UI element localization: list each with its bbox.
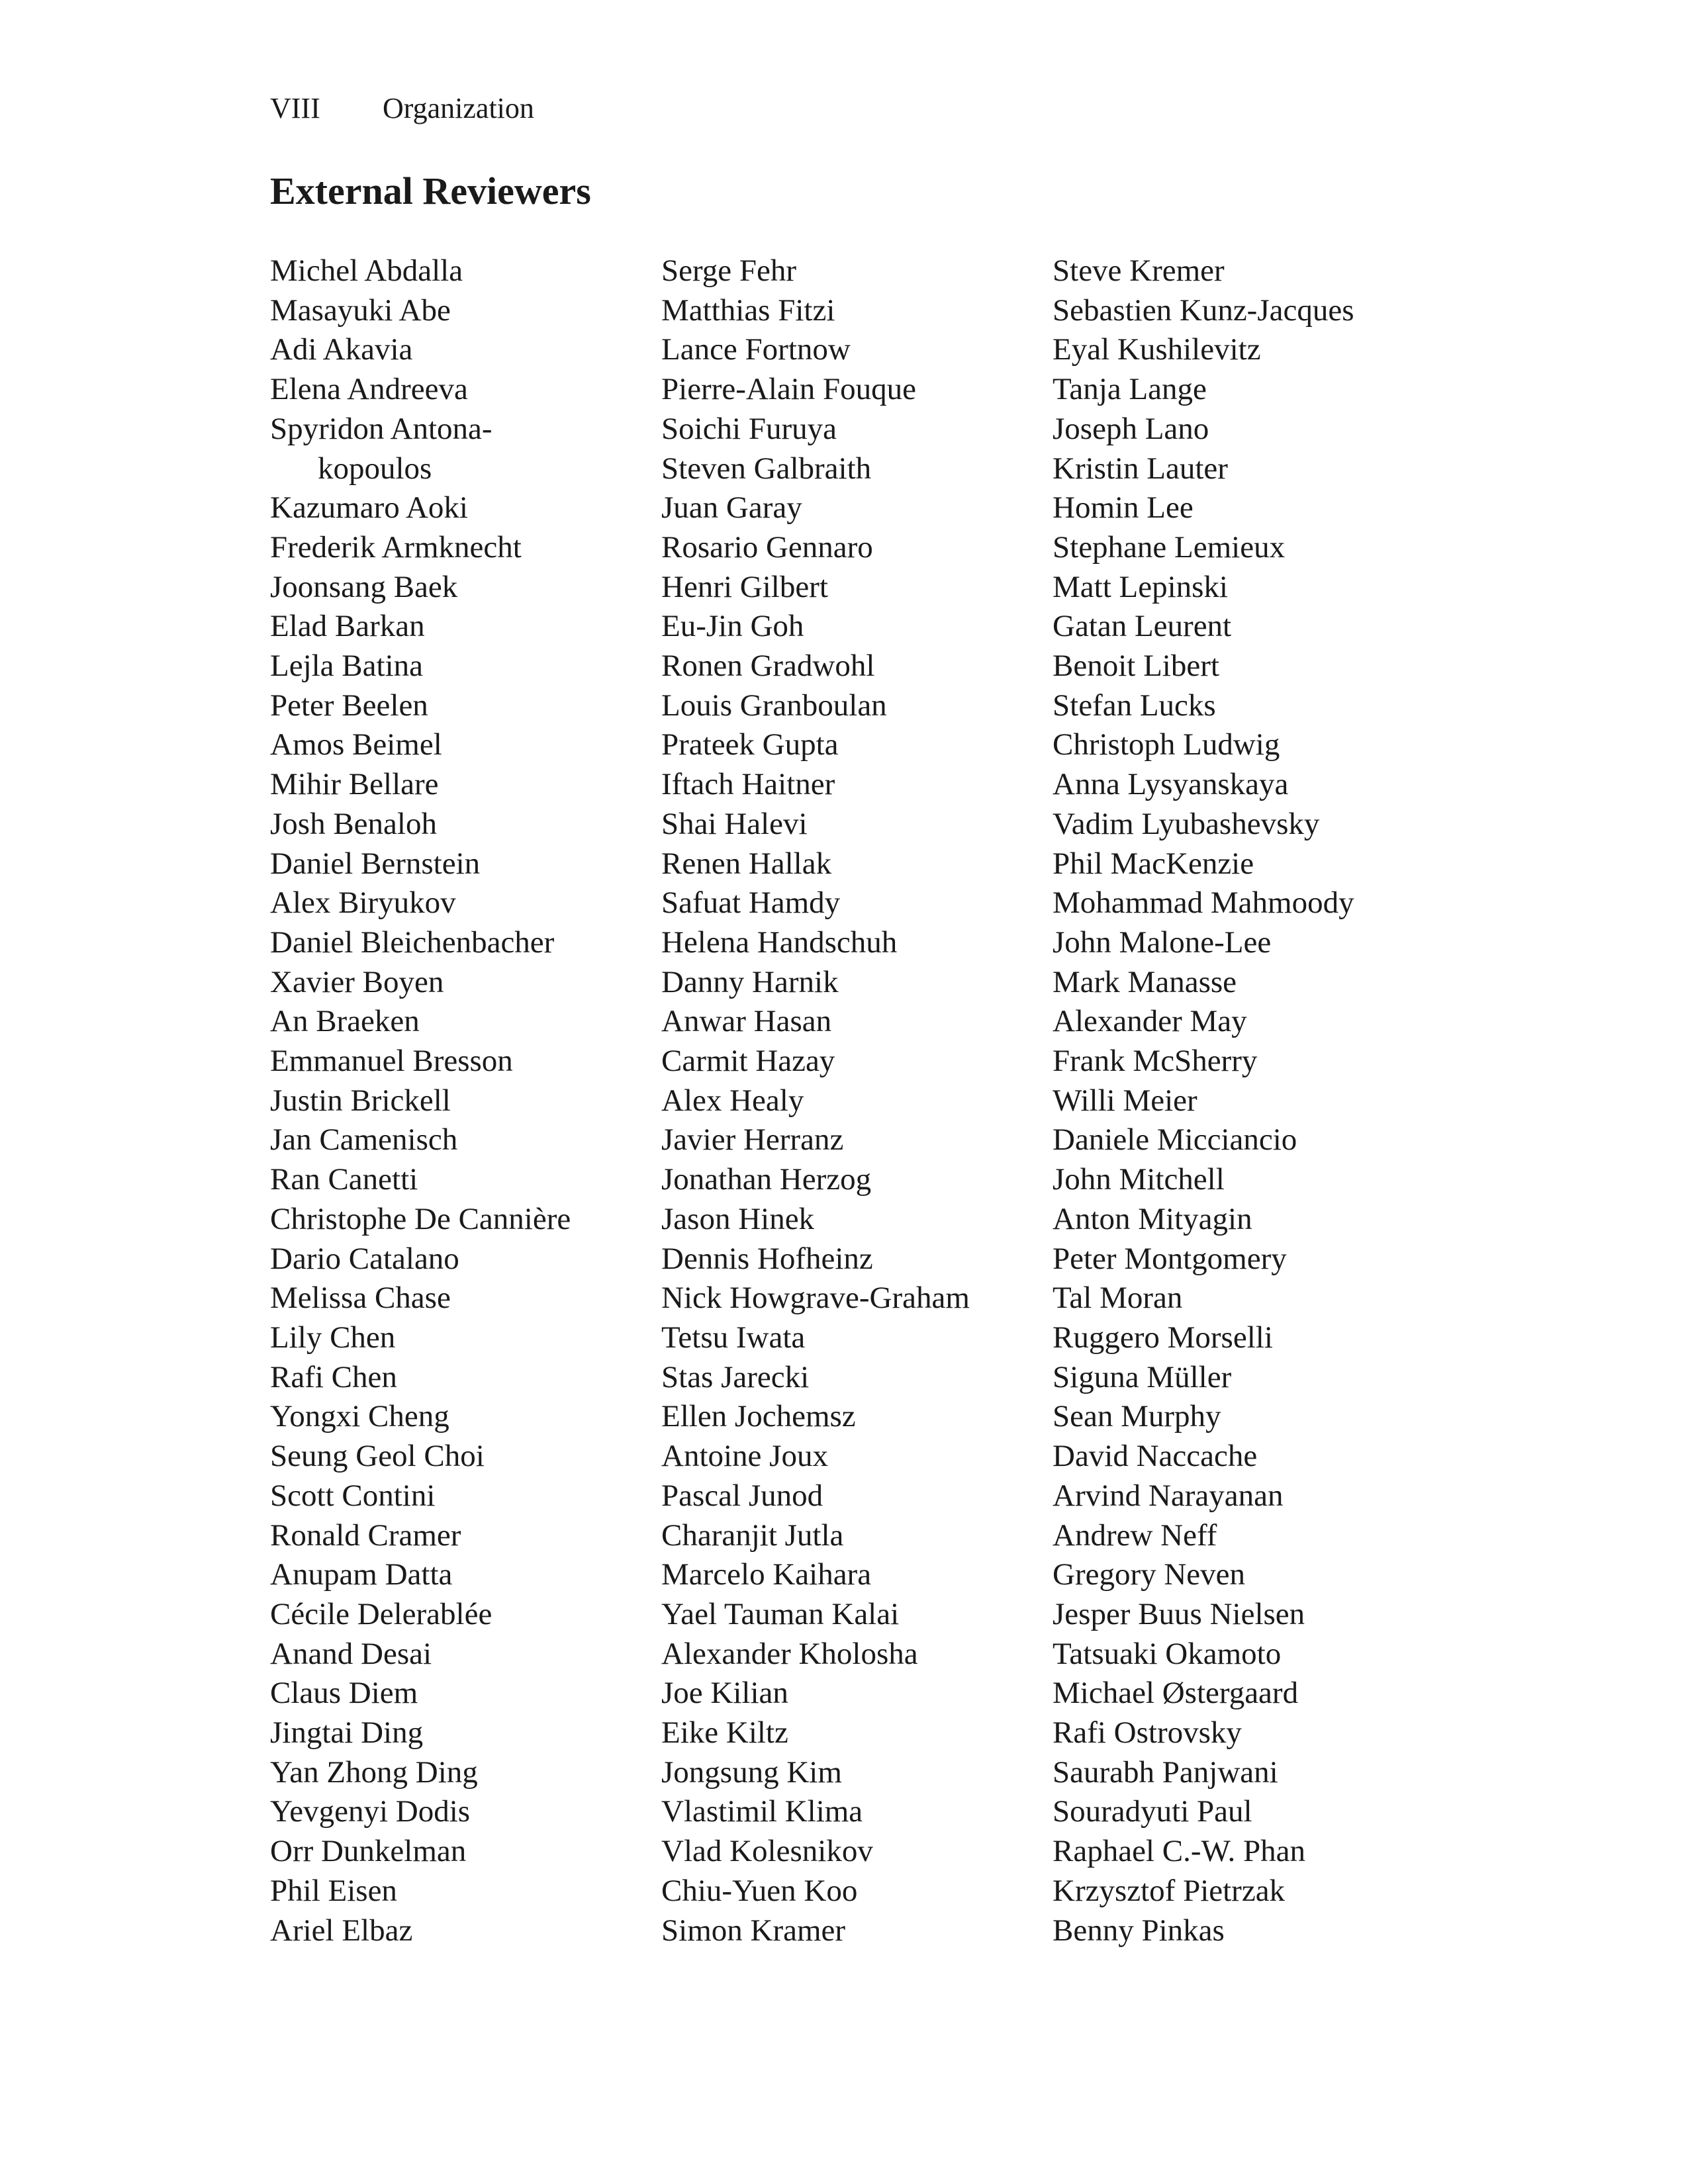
reviewer-name: Yevgenyi Dodis: [270, 1794, 471, 1829]
reviewer-name: Steven Galbraith: [661, 451, 872, 486]
reviewer-name: Anton Mityagin: [1053, 1201, 1252, 1236]
reviewer-name: Javier Herranz: [661, 1122, 844, 1158]
reviewer-name: Matt Lepinski: [1053, 569, 1228, 604]
reviewer-name: Yan Zhong Ding: [270, 1754, 478, 1790]
running-title: Organization: [383, 92, 534, 124]
reviewer-name: Daniel Bernstein: [270, 846, 481, 881]
reviewer-name: Simon Kramer: [661, 1913, 846, 1948]
reviewer-name: Chiu-Yuen Koo: [661, 1873, 858, 1908]
reviewer-name: Anupam Datta: [270, 1557, 453, 1592]
reviewer-name: Willi Meier: [1053, 1083, 1197, 1118]
reviewer-name: Prateek Gupta: [661, 727, 839, 762]
reviewer-columns: [270, 251, 1594, 1952]
reviewer-name: Ronen Gradwohl: [661, 649, 875, 684]
reviewer-name: Tal Moran: [1053, 1281, 1183, 1316]
reviewer-name: Seung Geol Choi: [270, 1439, 485, 1474]
reviewer-name: Steve Kremer: [1053, 253, 1225, 288]
reviewer-name: Yael Tauman Kalai: [661, 1596, 900, 1631]
reviewer-name: Siguna Müller: [1053, 1359, 1232, 1394]
reviewer-name: Kristin Lauter: [1053, 451, 1228, 486]
reviewer-name: Justin Brickell: [270, 1083, 451, 1118]
reviewer-name: Dennis Hofheinz: [661, 1241, 873, 1276]
reviewer-name: Lejla Batina: [270, 649, 423, 684]
reviewer-name: Alex Biryukov: [270, 886, 456, 921]
reviewer-name: Homin Lee: [1053, 490, 1194, 525]
reviewer-name: Shai Halevi: [661, 806, 808, 841]
reviewer-name: Adi Akavia: [270, 332, 413, 367]
reviewer-name: Serge Fehr: [661, 253, 797, 288]
reviewer-name: Peter Montgomery: [1053, 1241, 1287, 1276]
reviewer-name: Amos Beimel: [270, 727, 442, 762]
reviewer-name: Phil MacKenzie: [1053, 846, 1254, 881]
reviewer-name: Christoph Ludwig: [1053, 727, 1280, 762]
reviewer-name: Souradyuti Paul: [1053, 1794, 1252, 1829]
reviewer-name: Stephane Lemieux: [1053, 529, 1286, 565]
reviewer-name: Mihir Bellare: [270, 767, 439, 802]
reviewer-name: Anand Desai: [270, 1636, 432, 1671]
reviewer-name: Frederik Armknecht: [270, 529, 522, 565]
reviewer-name: Spyridon Antona-: [270, 411, 492, 446]
reviewer-name: Vadim Lyubashevsky: [1053, 806, 1320, 841]
reviewer-name: David Naccache: [1053, 1439, 1258, 1474]
reviewer-name: Ronald Cramer: [270, 1518, 461, 1553]
reviewer-name: Daniel Bleichenbacher: [270, 925, 555, 960]
reviewer-name: Vlastimil Klima: [661, 1794, 863, 1829]
reviewer-name: Phil Eisen: [270, 1873, 397, 1908]
reviewer-name: Iftach Haitner: [661, 767, 835, 802]
reviewer-name: Eyal Kushilevitz: [1053, 332, 1261, 367]
reviewer-column-3: [1053, 251, 1436, 1950]
running-head: [270, 89, 534, 128]
reviewer-name: Soichi Furuya: [661, 411, 837, 446]
reviewer-name: Juan Garay: [661, 490, 802, 525]
reviewer-name: Krzysztof Pietrzak: [1053, 1873, 1286, 1908]
reviewer-name: Andrew Neff: [1053, 1518, 1217, 1553]
reviewer-name: Anna Lysyanskaya: [1053, 767, 1289, 802]
reviewer-name: Henri Gilbert: [661, 569, 828, 604]
reviewer-name: Ran Canetti: [270, 1162, 418, 1197]
reviewer-name: Arvind Narayanan: [1053, 1478, 1284, 1513]
reviewer-name: Alexander Kholosha: [661, 1636, 918, 1671]
reviewer-name: Tanja Lange: [1053, 372, 1207, 407]
reviewer-name: Xavier Boyen: [270, 964, 444, 999]
reviewer-name: Stefan Lucks: [1053, 688, 1216, 723]
reviewer-name: Rafi Ostrovsky: [1053, 1715, 1242, 1751]
reviewer-name: Lance Fortnow: [661, 332, 851, 367]
reviewer-name: Vlad Kolesnikov: [661, 1834, 873, 1869]
reviewer-name: Danny Harnik: [661, 964, 839, 999]
reviewer-name: Carmit Hazay: [661, 1044, 835, 1079]
reviewer-name: Pierre-Alain Fouque: [661, 372, 917, 407]
reviewer-name: Dario Catalano: [270, 1241, 459, 1276]
reviewer-name: Benny Pinkas: [1053, 1913, 1225, 1948]
reviewer-name: John Mitchell: [1053, 1162, 1225, 1197]
reviewer-name: Ellen Jochemsz: [661, 1399, 856, 1434]
reviewer-name: Safuat Hamdy: [661, 886, 841, 921]
reviewer-name: Matthias Fitzi: [661, 293, 835, 328]
reviewer-name: Antoine Joux: [661, 1439, 828, 1474]
reviewer-name: Raphael C.-W. Phan: [1053, 1834, 1306, 1869]
reviewer-column-1: [270, 251, 654, 1950]
reviewer-name: Jason Hinek: [661, 1201, 815, 1236]
reviewer-name: Michael Østergaard: [1053, 1676, 1299, 1711]
reviewer-name: Ariel Elbaz: [270, 1913, 413, 1948]
reviewer-name: Gregory Neven: [1053, 1557, 1246, 1592]
reviewer-name: Eu-Jin Goh: [661, 609, 804, 644]
reviewer-name: Alexander May: [1053, 1004, 1247, 1039]
reviewer-name: Jesper Buus Nielsen: [1053, 1596, 1305, 1631]
reviewer-name: Alex Healy: [661, 1083, 804, 1118]
reviewer-name: Scott Contini: [270, 1478, 436, 1513]
reviewer-name: Daniele Micciancio: [1053, 1122, 1297, 1158]
reviewer-name: Joe Kilian: [661, 1676, 788, 1711]
reviewer-name: Jingtai Ding: [270, 1715, 424, 1751]
reviewer-name: Melissa Chase: [270, 1281, 451, 1316]
reviewer-name: Tetsu Iwata: [661, 1320, 806, 1355]
reviewer-name: Renen Hallak: [661, 846, 832, 881]
reviewer-name: An Braeken: [270, 1004, 420, 1039]
reviewer-name: Ruggero Morselli: [1053, 1320, 1273, 1355]
reviewer-name: Masayuki Abe: [270, 293, 451, 328]
reviewer-name: Jonathan Herzog: [661, 1162, 872, 1197]
reviewer-column-2: [661, 251, 1045, 1950]
reviewer-name: Pascal Junod: [661, 1478, 823, 1513]
reviewer-name: Helena Handschuh: [661, 925, 898, 960]
reviewer-name: Joonsang Baek: [270, 569, 458, 604]
reviewer-name: Elad Barkan: [270, 609, 425, 644]
reviewer-name: Michel Abdalla: [270, 253, 463, 288]
reviewer-name: Sebastien Kunz-Jacques: [1053, 293, 1354, 328]
reviewer-name: Josh Benaloh: [270, 806, 437, 841]
reviewer-name: Jongsung Kim: [661, 1754, 842, 1790]
reviewer-name: Elena Andreeva: [270, 372, 468, 407]
reviewer-name: Yongxi Cheng: [270, 1399, 449, 1434]
reviewer-name: Mark Manasse: [1053, 964, 1237, 999]
reviewer-name: kopoulos: [318, 451, 432, 486]
reviewer-name: Joseph Lano: [1053, 411, 1209, 446]
reviewer-name: John Malone-Lee: [1053, 925, 1272, 960]
reviewer-name: Rosario Gennaro: [661, 529, 873, 565]
reviewer-name: Tatsuaki Okamoto: [1053, 1636, 1282, 1671]
reviewer-name: Sean Murphy: [1053, 1399, 1221, 1434]
reviewer-name: Christophe De Cannière: [270, 1201, 571, 1236]
reviewer-name: Saurabh Panjwani: [1053, 1754, 1278, 1790]
reviewer-name: Charanjit Jutla: [661, 1518, 844, 1553]
reviewer-name: Jan Camenisch: [270, 1122, 458, 1158]
page-number: VIII: [270, 92, 320, 124]
reviewer-name: Eike Kiltz: [661, 1715, 788, 1751]
reviewer-name: Peter Beelen: [270, 688, 428, 723]
reviewer-name: Stas Jarecki: [661, 1359, 810, 1394]
reviewer-name: Rafi Chen: [270, 1359, 397, 1394]
reviewer-name: Mohammad Mahmoody: [1053, 886, 1354, 921]
reviewer-name: Marcelo Kaihara: [661, 1557, 872, 1592]
reviewer-name: Louis Granboulan: [661, 688, 887, 723]
reviewer-name: Cécile Delerablée: [270, 1596, 492, 1631]
reviewer-name: Frank McSherry: [1053, 1044, 1258, 1079]
reviewer-name: Anwar Hasan: [661, 1004, 832, 1039]
reviewer-name: Orr Dunkelman: [270, 1834, 467, 1869]
reviewer-name: Kazumaro Aoki: [270, 490, 468, 525]
reviewer-name: Claus Diem: [270, 1676, 418, 1711]
reviewer-name: Nick Howgrave-Graham: [661, 1281, 970, 1316]
section-title: External Reviewers: [270, 169, 591, 212]
reviewer-name: Benoit Libert: [1053, 649, 1219, 684]
reviewer-name: Gatan Leurent: [1053, 609, 1232, 644]
reviewer-name: Emmanuel Bresson: [270, 1044, 513, 1079]
reviewer-name: Lily Chen: [270, 1320, 396, 1355]
